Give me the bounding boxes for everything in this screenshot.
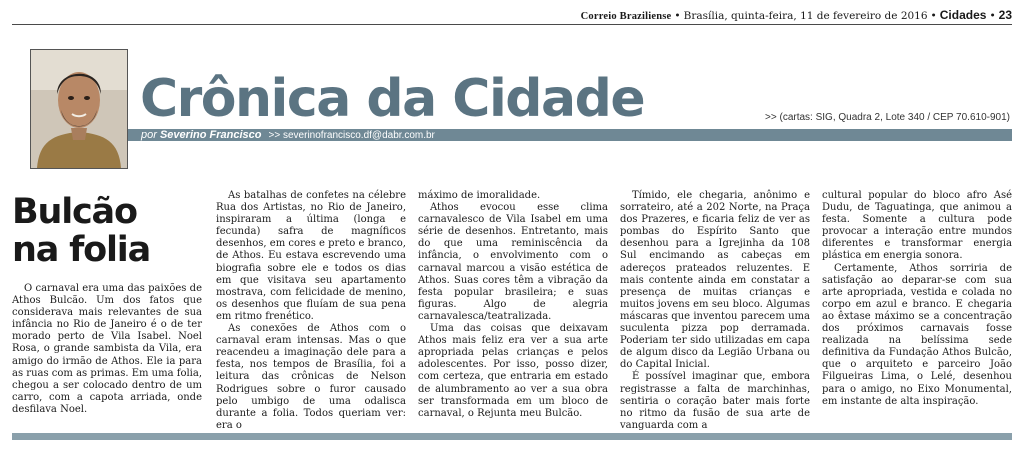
separator-dot: •: [674, 10, 681, 22]
contact-address: >> (cartas: SIG, Quadra 2, Lote 340 / CEP 70.610-901): [765, 112, 1010, 123]
author-email: >> severinofrancisco.df@dabr.com.br: [268, 130, 435, 141]
article-column-2: [216, 190, 406, 432]
paragraph: Uma das coisas que deixavam Athos mais feliz era ver a sua arte apropriada pelas crianças e pelos adolescentes. Por isso, posso dizer, com certeza, que entraria em estado de alumbramento ao ver a sua obra ser transformada em um bloco de carnaval, o Rejunta meu Bulcão.: [418, 323, 608, 419]
headline-line: Bulcão: [12, 192, 137, 232]
paragraph: Athos evocou esse clima carnavalesco de Vila Isabel em uma série de desenhos. Entretanto, mais do que uma reminiscência da infância, o envolvimento com o carnaval marcou a visão estética de Athos. Suas cores têm a vibração da festa popular brasileira; e suas figuras. Algo de alegria carnavalesca/teatralizada.: [418, 202, 608, 322]
article-column-4: [620, 190, 810, 432]
section-name: Cidades: [939, 8, 987, 22]
headline-line: na folia: [12, 230, 151, 270]
paragraph: As conexões de Athos com o carnaval eram intensas. Mas o que reacendeu a imaginação dele para a festa, nos tempos de Brasília, foi a leitura das crônicas de Nelson Rodrigues sobre o furor causado pelo umbigo de uma odalisca durante a folia. Todos queriam ver: era o: [216, 323, 406, 431]
paragraph: O carnaval era uma das paixões de Athos Bulcão. Um dos fatos que considerava mais relevantes de sua infância no Rio de Janeiro é o de ter morado perto de Vila Isabel. Noel Rosa, o grande sambista da Vila, era amigo do irmão de Athos. Ele ia para as ruas com as primas. Em uma folia, chegou a ser colocado dentro de um carro, com a capota arriada, onde desfilava Noel.: [12, 283, 202, 415]
separator-dot: •: [989, 10, 996, 22]
article-headline: [12, 193, 202, 269]
byline: [141, 129, 435, 141]
author-photo: [30, 49, 128, 169]
date-line: Brasília, quinta-feira, 11 de fevereiro de 2016: [683, 10, 928, 22]
paragraph: É possível imaginar que, embora registrasse a falta de marchinhas, sentiria o coração bater mais forte no ritmo da fusão de sua arte de vanguarda com a: [620, 371, 810, 431]
newspaper-name: Correio Braziliense: [580, 11, 672, 22]
article-column-5: [822, 190, 1012, 408]
separator-dot: •: [930, 10, 937, 22]
article-column-1: [12, 283, 202, 416]
paragraph: Certamente, Athos sorriria de satisfação ao deparar-se com sua arte apropriada, vestida e colada no corpo em azul e branco. E chegaria ao êxtase máximo se a concentração dos próximos carnavais fosse realizada na belíssima sede definitiva da Fundação Athos Bulcão, que o arquiteto e parceiro João Filgueiras Lima, o Lelé, desenhou para o amigo, no Eixo Monumental, em instante de alta inspiração.: [822, 262, 1012, 407]
paragraph-continuation: máximo de imoralidade.: [418, 190, 541, 201]
byline-prefix: por: [141, 129, 157, 141]
footer-bar: [12, 433, 1012, 440]
paragraph-continuation: cultural popular do bloco afro Asé Dudu, de Taguatinga, que animou a festa. Somente a cultura pode provocar a interação entre mundos diferentes e transformar energia plástica em energia sonora.: [822, 190, 1012, 262]
page-header: [12, 6, 1012, 25]
column-title: Crônica da Cidade: [140, 69, 645, 129]
author-name: Severino Francisco: [159, 129, 262, 141]
paragraph: As batalhas de confetes na célebre Rua dos Artistas, no Rio de Janeiro, inspiraram a última (longa e fecunda) safra de magníficos desenhos, em cores e preto e branco, de Athos. Eu estava escrevendo uma biografia sobre ele e todos os dias em que visitava seu apartamento mostrava, com felicidade de menino, os desenhos que fluíam de sua pena em ritmo frenético.: [216, 190, 406, 322]
article-column-3: [418, 190, 608, 420]
paragraph: Tímido, ele chegaria, anônimo e sorrateiro, até a 202 Norte, na Praça dos Prazeres, e ficaria feliz de ver as pombas do Espírito Santo que desenhou para a Igrejinha da 108 Sul encimando as cabeças em adereços prateados reluzentes. E mais contente ainda em constatar a presença de muitas crianças e muitos jovens em seu bloco. Algumas máscaras que inventou parecem uma suculenta pizza pop derramada. Poderiam ter sido utilizadas em capa de algum disco da Legião Urbana ou do Capital Inicial.: [620, 190, 810, 371]
page-number: 23: [998, 8, 1012, 22]
